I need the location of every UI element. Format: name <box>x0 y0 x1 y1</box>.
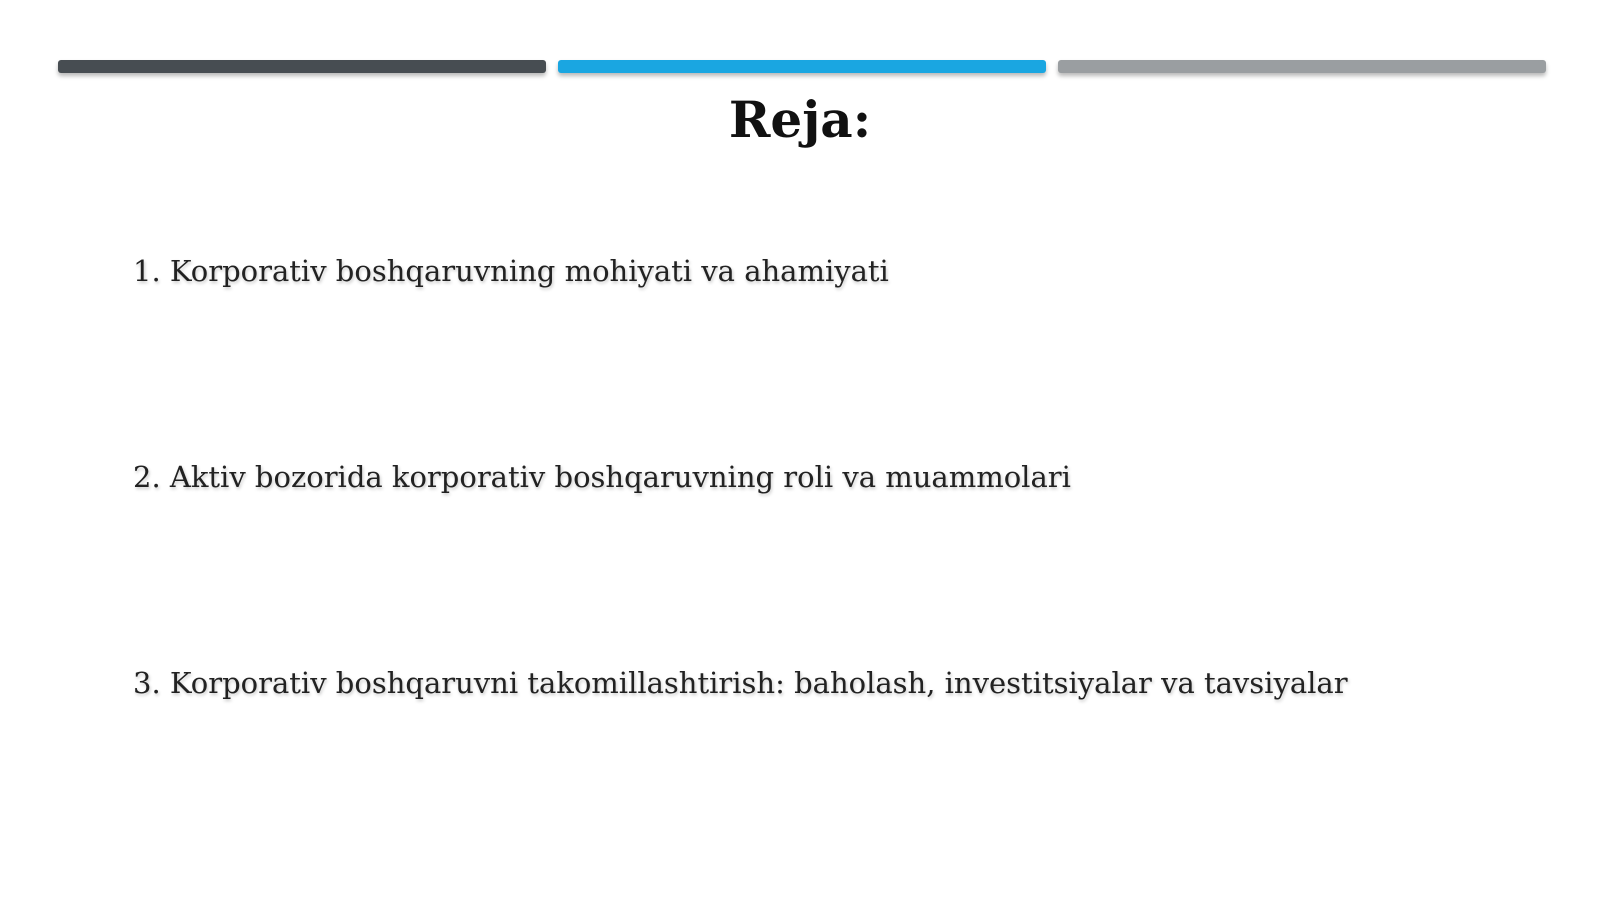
header-bar-gray <box>1058 60 1546 73</box>
header-bar-blue <box>558 60 1046 73</box>
plan-item: 3. Korporativ boshqaruvni takomillashtirish: baholash, investitsiyalar va tavsiyalar <box>133 666 1348 700</box>
slide-title: Reja: <box>728 90 872 149</box>
plan-item: 1. Korporativ boshqaruvning mohiyati va ahamiyati <box>133 254 889 288</box>
header-bar-dark <box>58 60 546 73</box>
plan-item: 2. Aktiv bozorida korporativ boshqaruvning roli va muammolari <box>133 460 1071 494</box>
